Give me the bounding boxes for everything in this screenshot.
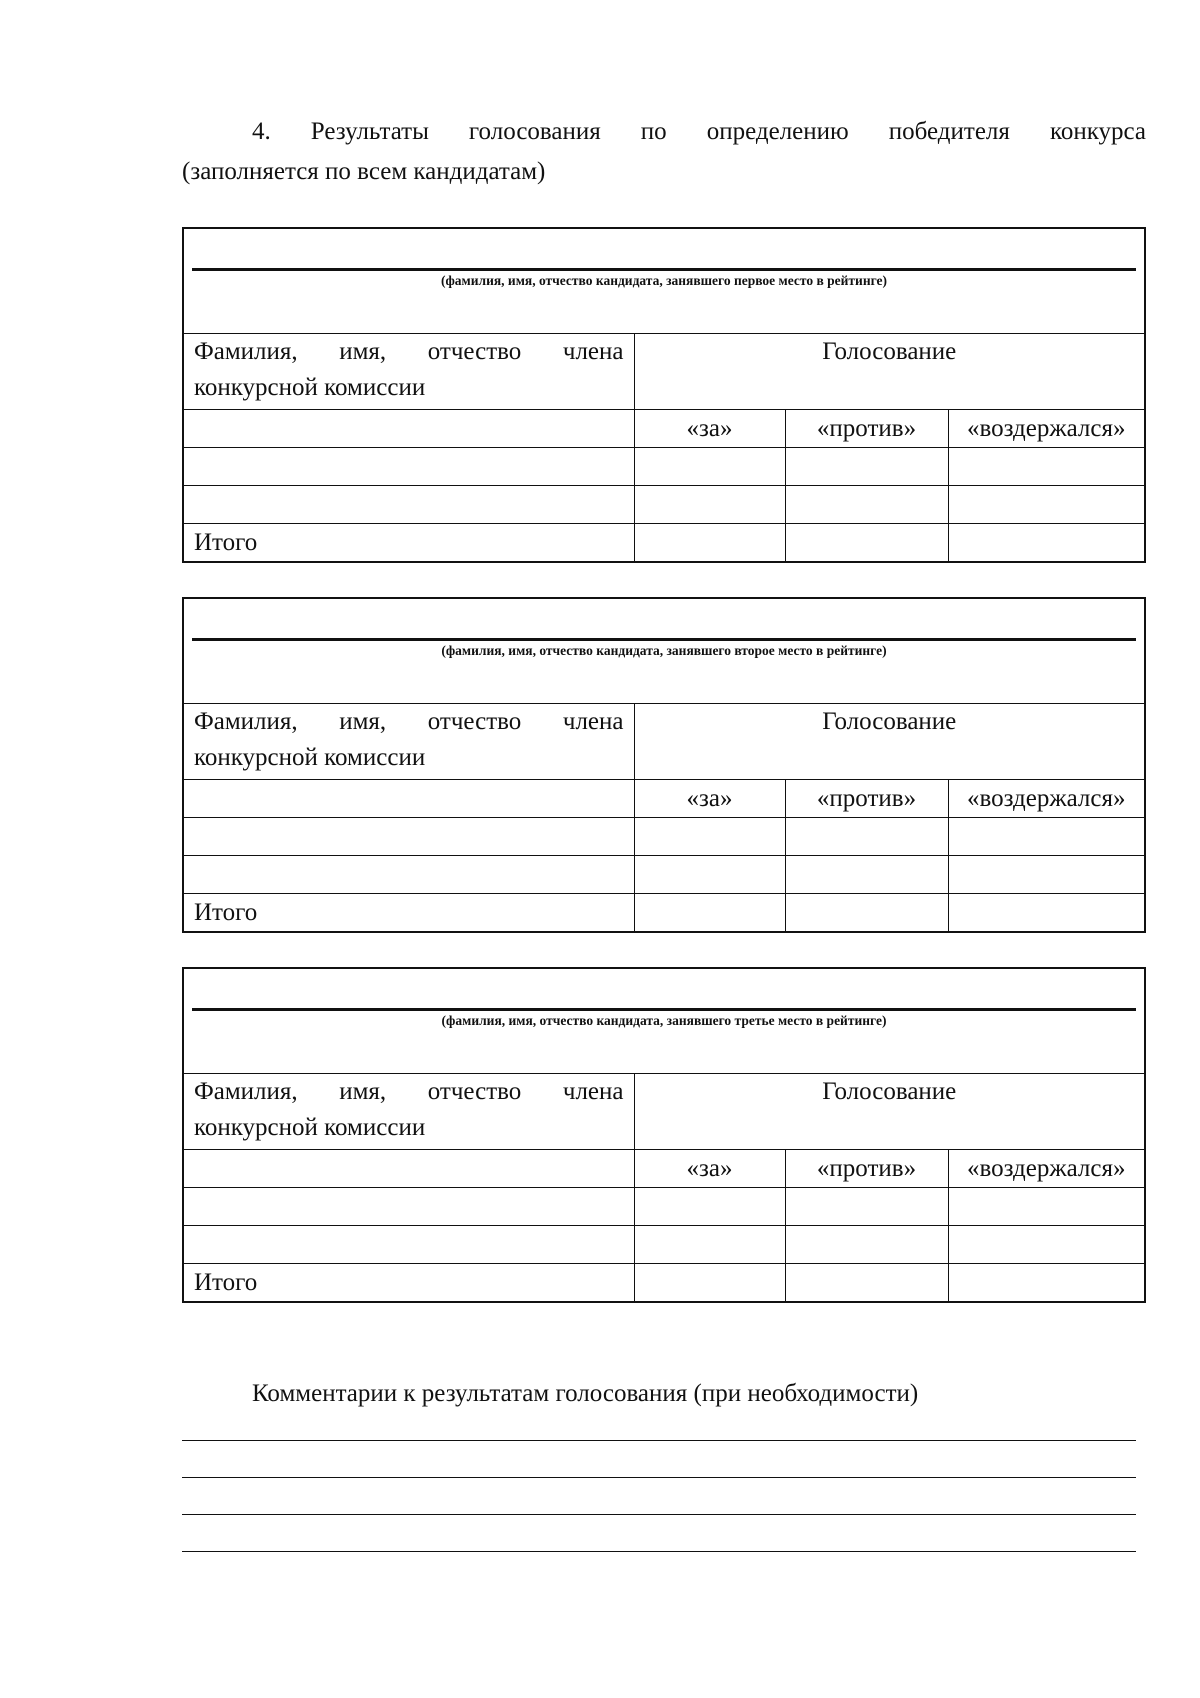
candidate-name-area <box>184 969 1144 1074</box>
member-name-cell[interactable] <box>184 486 634 524</box>
voting-table <box>184 704 1144 931</box>
comment-line[interactable] <box>182 1440 1136 1441</box>
vote-option-for: «за» <box>634 410 785 448</box>
candidate-name-line[interactable] <box>192 638 1136 641</box>
candidate-name-caption: (фамилия, имя, отчество кандидата, занявшего первое место в рейтинге) <box>440 273 888 288</box>
vote-option-against: «против» <box>785 1150 948 1188</box>
section-heading <box>182 112 1146 192</box>
vote-option-for: «за» <box>634 1150 785 1188</box>
total-for-cell[interactable] <box>634 894 785 932</box>
table-row <box>184 1226 1144 1264</box>
total-label: Итого <box>184 894 634 932</box>
total-row <box>184 524 1144 562</box>
table-row <box>184 486 1144 524</box>
candidate-name-area <box>184 229 1144 334</box>
candidate-table-3 <box>182 967 1146 1303</box>
comments-title: Комментарии к результатам голосования (при необходимости) <box>252 1380 919 1407</box>
table-row <box>184 856 1144 894</box>
candidate-name-line[interactable] <box>192 1008 1136 1011</box>
vote-abstain-cell[interactable] <box>948 856 1144 894</box>
total-against-cell[interactable] <box>785 894 948 932</box>
voting-table <box>184 1074 1144 1301</box>
vote-abstain-cell[interactable] <box>948 448 1144 486</box>
empty-cell <box>184 780 634 818</box>
vote-for-cell[interactable] <box>634 818 785 856</box>
comment-line[interactable] <box>182 1477 1136 1478</box>
candidate-table-2 <box>182 597 1146 933</box>
total-abstain-cell[interactable] <box>948 1264 1144 1302</box>
vote-against-cell[interactable] <box>785 448 948 486</box>
member-column-header <box>184 334 634 410</box>
vote-against-cell[interactable] <box>785 486 948 524</box>
vote-for-cell[interactable] <box>634 1226 785 1264</box>
total-against-cell[interactable] <box>785 1264 948 1302</box>
total-for-cell[interactable] <box>634 524 785 562</box>
vote-abstain-cell[interactable] <box>948 1188 1144 1226</box>
total-row <box>184 1264 1144 1302</box>
member-header-line2: конкурсной комиссии <box>194 374 426 401</box>
vote-for-cell[interactable] <box>634 1188 785 1226</box>
empty-cell <box>184 1150 634 1188</box>
member-header-line1: Фамилия, имя, отчество члена <box>194 1078 624 1105</box>
vote-abstain-cell[interactable] <box>948 1226 1144 1264</box>
voting-table <box>184 334 1144 561</box>
table-header-row <box>184 1074 1144 1150</box>
member-column-header <box>184 1074 634 1150</box>
vote-abstain-cell[interactable] <box>948 486 1144 524</box>
vote-against-cell[interactable] <box>785 1226 948 1264</box>
total-abstain-cell[interactable] <box>948 524 1144 562</box>
vote-against-cell[interactable] <box>785 818 948 856</box>
table-row <box>184 818 1144 856</box>
total-abstain-cell[interactable] <box>948 894 1144 932</box>
member-name-cell[interactable] <box>184 1188 634 1226</box>
member-header-line2: конкурсной комиссии <box>194 744 426 771</box>
vote-option-against: «против» <box>785 780 948 818</box>
voting-column-header: Голосование <box>634 1074 1144 1150</box>
vote-options-row <box>184 1150 1144 1188</box>
candidate-name-caption: (фамилия, имя, отчество кандидата, занявшего второе место в рейтинге) <box>441 643 887 658</box>
vote-option-against: «против» <box>785 410 948 448</box>
member-name-cell[interactable] <box>184 818 634 856</box>
vote-options-row <box>184 410 1144 448</box>
member-name-cell[interactable] <box>184 856 634 894</box>
comment-line[interactable] <box>182 1514 1136 1515</box>
voting-column-header: Голосование <box>634 334 1144 410</box>
vote-against-cell[interactable] <box>785 856 948 894</box>
candidate-name-area <box>184 599 1144 704</box>
candidate-name-caption: (фамилия, имя, отчество кандидата, занявшего третье место в рейтинге) <box>441 1013 887 1028</box>
candidate-table-1 <box>182 227 1146 563</box>
vote-abstain-cell[interactable] <box>948 818 1144 856</box>
total-for-cell[interactable] <box>634 1264 785 1302</box>
member-header-line1: Фамилия, имя, отчество члена <box>194 708 624 735</box>
section-title-line1: 4. Результаты голосования по определению победителя конкурса <box>252 118 1146 145</box>
table-header-row <box>184 334 1144 410</box>
vote-option-for: «за» <box>634 780 785 818</box>
total-label: Итого <box>184 524 634 562</box>
table-row <box>184 1188 1144 1226</box>
total-row <box>184 894 1144 932</box>
table-row <box>184 448 1144 486</box>
member-header-line2: конкурсной комиссии <box>194 1114 426 1141</box>
comment-line[interactable] <box>182 1551 1136 1552</box>
vote-for-cell[interactable] <box>634 448 785 486</box>
candidate-name-line[interactable] <box>192 268 1136 271</box>
member-column-header <box>184 704 634 780</box>
section-title-line2: (заполняется по всем кандидатам) <box>182 158 546 185</box>
vote-option-abstain: «воздержался» <box>948 1150 1144 1188</box>
member-name-cell[interactable] <box>184 448 634 486</box>
vote-option-abstain: «воздержался» <box>948 780 1144 818</box>
total-against-cell[interactable] <box>785 524 948 562</box>
table-header-row <box>184 704 1144 780</box>
vote-against-cell[interactable] <box>785 1188 948 1226</box>
vote-options-row <box>184 780 1144 818</box>
member-header-line1: Фамилия, имя, отчество члена <box>194 338 624 365</box>
vote-for-cell[interactable] <box>634 486 785 524</box>
total-label: Итого <box>184 1264 634 1302</box>
empty-cell <box>184 410 634 448</box>
vote-option-abstain: «воздержался» <box>948 410 1144 448</box>
member-name-cell[interactable] <box>184 1226 634 1264</box>
voting-column-header: Голосование <box>634 704 1144 780</box>
vote-for-cell[interactable] <box>634 856 785 894</box>
